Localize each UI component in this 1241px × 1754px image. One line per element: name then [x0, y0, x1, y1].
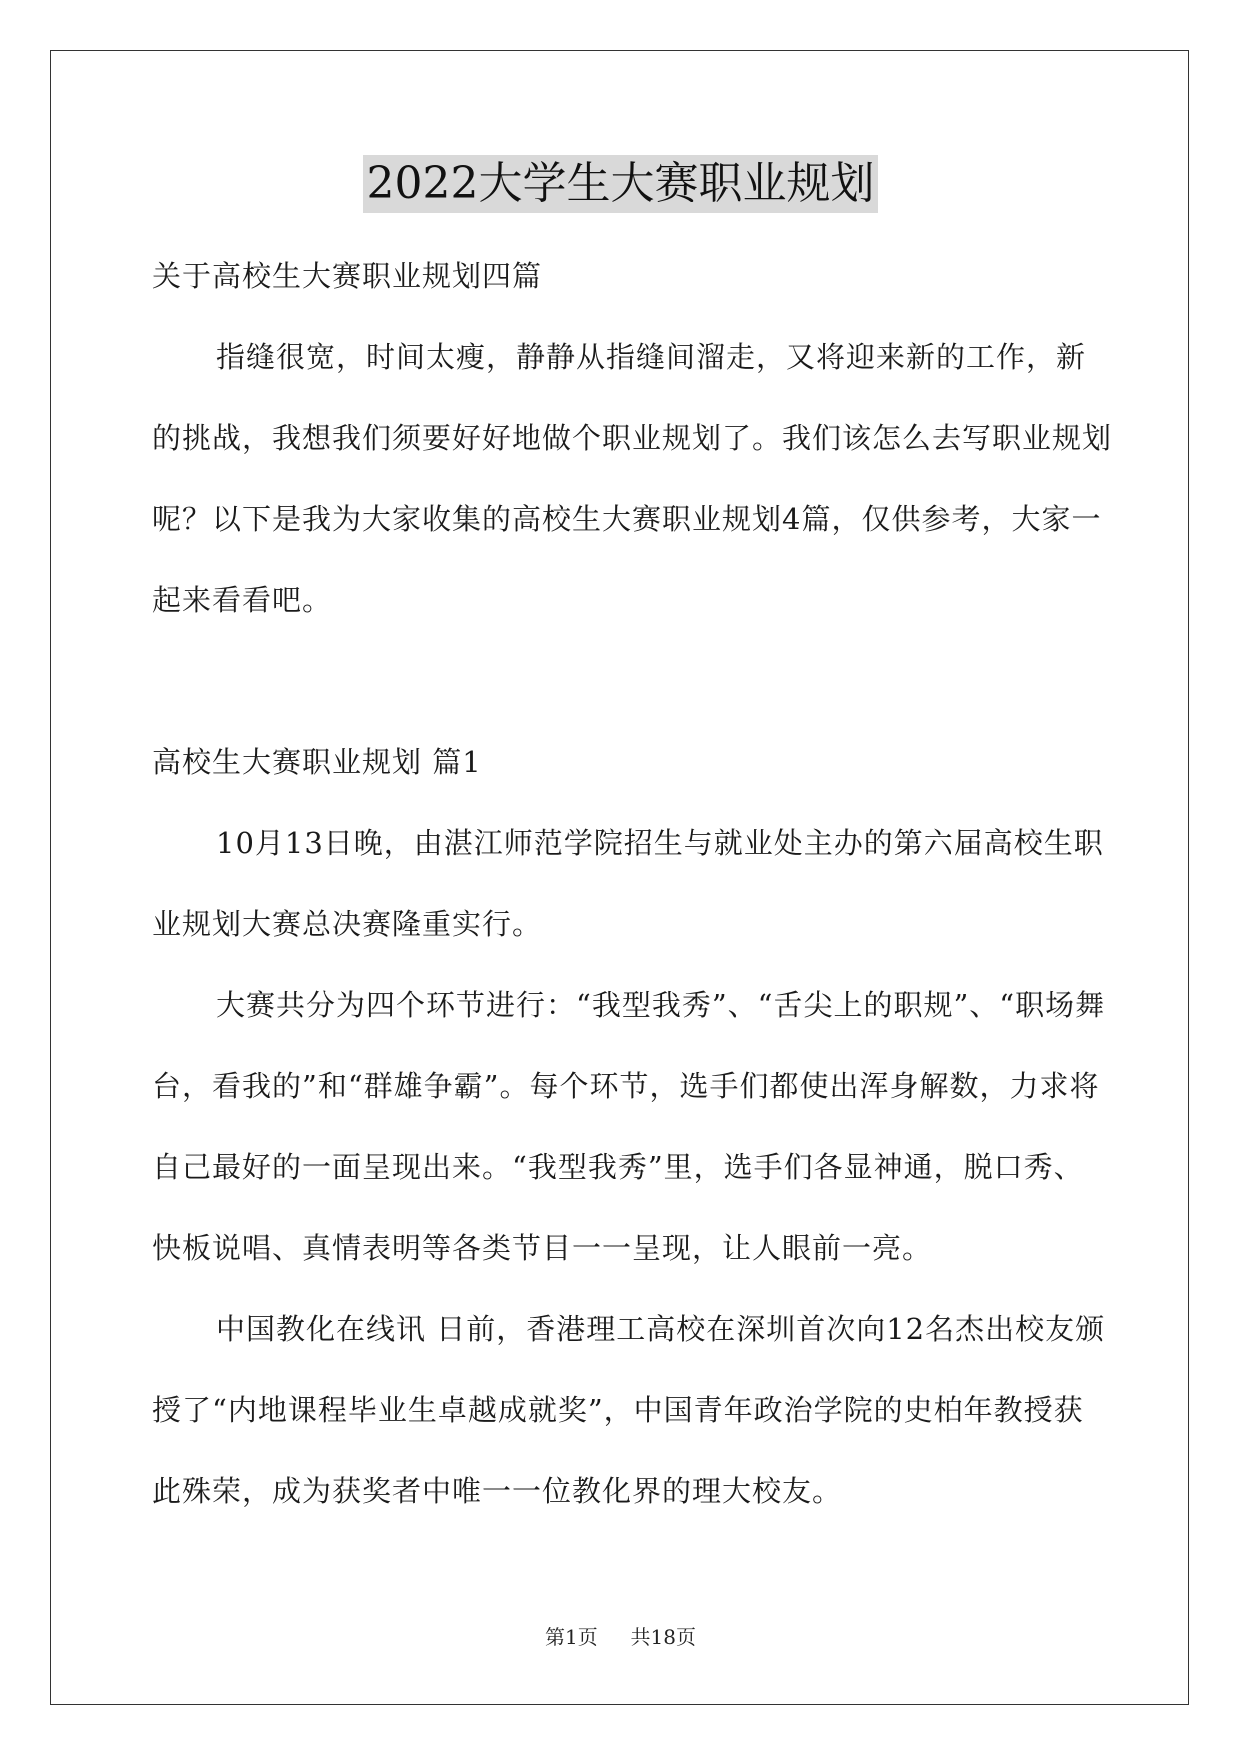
body-paragraph: 10月13日晚，由湛江师范学院招生与就业处主办的第六届高校生职业规划大赛总决赛隆重实行。: [152, 826, 1104, 941]
section-heading: 高校生大赛职业规划 篇1: [152, 745, 482, 779]
document-subtitle: 关于高校生大赛职业规划四篇: [152, 259, 543, 293]
intro-paragraph: 指缝很宽，时间太瘦，静静从指缝间溜走，又将迎来新的工作，新的挑战，我想我们须要好好地做个职业规划了。我们该怎么去写职业规划呢？以下是我为大家收集的高校生大赛职业规划4篇，仅供参考，大家一起来看看吧。: [152, 340, 1113, 617]
document-body: [152, 236, 1112, 1532]
page-number: 第1页: [545, 1625, 598, 1649]
document-title: 2022大学生大赛职业规划: [363, 155, 879, 213]
title-container: [0, 155, 1241, 213]
page-total: 共18页: [630, 1625, 696, 1649]
body-paragraph: 大赛共分为四个环节进行：“我型我秀”、“舌尖上的职规”、“职场舞台，看我的”和“群雄争霸”。每个环节，选手们都使出浑身解数，力求将自己最好的一面呈现出来。“我型我秀”里，选手们各显神通，脱口秀、快板说唱、真情表明等各类节目一一呈现，让人眼前一亮。: [152, 988, 1106, 1265]
body-paragraph: 中国教化在线讯 日前，香港理工高校在深圳首次向12名杰出校友颁授了“内地课程毕业生卓越成就奖”，中国青年政治学院的史柏年教授获此殊荣，成为获奖者中唯一一位教化界的理大校友。: [152, 1312, 1106, 1508]
page-footer: [0, 1624, 1241, 1650]
section-spacer: [152, 641, 1112, 722]
